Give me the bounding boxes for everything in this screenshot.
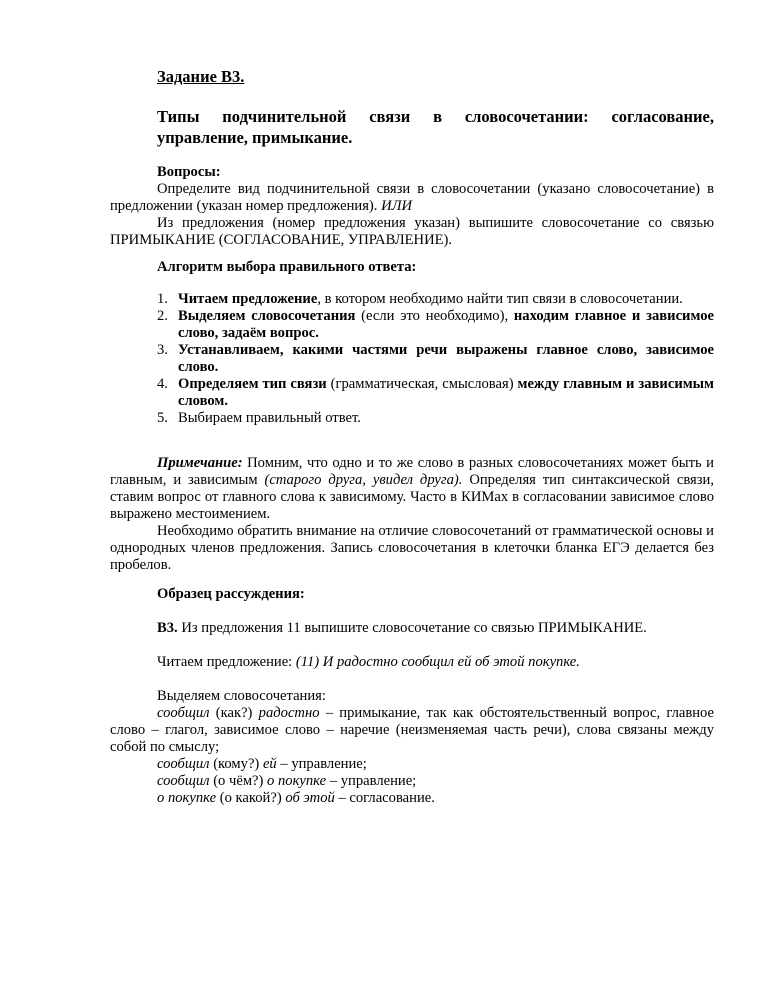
step-bold-2: между главным и зависимым словом. <box>178 376 715 409</box>
question-or: ИЛИ <box>381 198 413 214</box>
reason-text: – согласование. <box>334 790 435 806</box>
reason-dependent-word: ей <box>262 756 277 772</box>
step-number: 2. <box>157 308 168 324</box>
question-2: Из предложения (номер предложения указан) выпишите словосочетание со связью ПРИМЫКАНИЕ (СОГЛАСОВАНИЕ, УПРАВЛЕНИЕ). <box>110 215 714 248</box>
step-number: 1. <box>157 291 168 307</box>
algorithm-step-2 <box>157 308 714 342</box>
sample-task <box>110 620 714 637</box>
sample-reason-3 <box>110 773 714 790</box>
step-bold-2: находим главное и зависимое слово, задаём вопрос. <box>178 308 714 341</box>
note-paragraph-2: Необходимо обратить внимание на отличие словосочетаний от грамматической основы и однородных членов предложения. Запись словосочетания в клеточки бланка ЕГЭ делается без пробелов. <box>110 523 714 573</box>
step-bold: Определяем тип связи <box>178 376 327 392</box>
note-example: (старого друга, увидел друга). <box>264 472 463 488</box>
algorithm-step-5 <box>157 410 714 427</box>
reason-text: – примыкание, так как обстоятельственный вопрос, главное слово – глагол, зависимое слово – наречие (неизменяемая часть речи), слова связаны между собой по смыслу; <box>110 705 714 755</box>
sample-read-sentence: (11) И радостно сообщил ей об этой покупке. <box>295 654 580 670</box>
step-bold: Устанавливаем, какими частями речи выражены главное слово, зависимое слово. <box>178 342 714 375</box>
questions-heading: Вопросы: <box>157 164 221 180</box>
sample-reason-1 <box>110 705 714 756</box>
question-1 <box>110 181 714 215</box>
reason-text: – управление; <box>276 756 367 772</box>
sample-select-label: Выделяем словосочетания: <box>157 688 326 704</box>
note-paragraph <box>110 455 714 523</box>
step-text: (если это необходимо), <box>355 308 514 324</box>
algorithm-list <box>157 291 714 427</box>
sample-read-label: Читаем предложение: <box>157 654 296 670</box>
note-text-1: Помним, что одно и то же слово в разных словосочетаниях может быть и главным, и зависимым <box>110 455 714 488</box>
reason-text: – управление; <box>326 773 417 789</box>
reason-main-word: о покупке <box>157 790 217 806</box>
task-title: Задание В3. <box>157 67 245 86</box>
algorithm-step-3 <box>157 342 714 376</box>
reason-dependent-word: об этой <box>285 790 335 806</box>
sample-reason-2 <box>110 756 714 773</box>
reason-question: (как?) <box>209 705 259 721</box>
sample-task-text: Из предложения 11 выпишите словосочетание со связью ПРИМЫКАНИЕ. <box>177 620 647 636</box>
algorithm-step-1 <box>157 291 714 308</box>
algorithm-heading: Алгоритм выбора правильного ответа: <box>157 259 417 275</box>
reason-dependent-word: о покупке <box>267 773 327 789</box>
question-1-text: Определите вид подчинительной связи в словосочетании (указано словосочетание) в предложении (указан номер предложения). <box>110 181 714 214</box>
step-text: , в котором необходимо найти тип связи в словосочетании. <box>317 291 683 307</box>
reason-question: (о чём?) <box>209 773 268 789</box>
reason-question: (кому?) <box>209 756 263 772</box>
note-label: Примечание: <box>157 455 243 471</box>
step-text: (грамматическая, смысловая) <box>326 376 518 392</box>
reason-main-word: сообщил <box>157 773 210 789</box>
algorithm-step-4 <box>157 376 714 410</box>
step-number: 4. <box>157 376 168 392</box>
sample-read <box>110 654 714 671</box>
reason-main-word: сообщил <box>157 756 210 772</box>
step-number: 5. <box>157 410 168 426</box>
step-bold: Читаем предложение <box>178 291 318 307</box>
reason-dependent-word: радостно <box>258 705 320 721</box>
sample-reason-4 <box>110 790 714 807</box>
sample-heading: Образец рассуждения: <box>157 586 305 602</box>
topic-heading: Типы подчинительной связи в словосочетании: согласование, управление, примыкание. <box>157 107 714 147</box>
step-text: Выбираем правильный ответ. <box>178 410 361 426</box>
reason-main-word: сообщил <box>157 705 210 721</box>
note-text-2: Определяя тип синтаксической связи, ставим вопрос от главного слова к зависимому. Часто в КИМах в согласовании зависимое слово выражено местоимением. <box>110 472 714 522</box>
reason-question: (о какой?) <box>216 790 286 806</box>
step-bold: Выделяем словосочетания <box>178 308 356 324</box>
sample-task-label: В3. <box>157 620 178 636</box>
step-number: 3. <box>157 342 168 358</box>
